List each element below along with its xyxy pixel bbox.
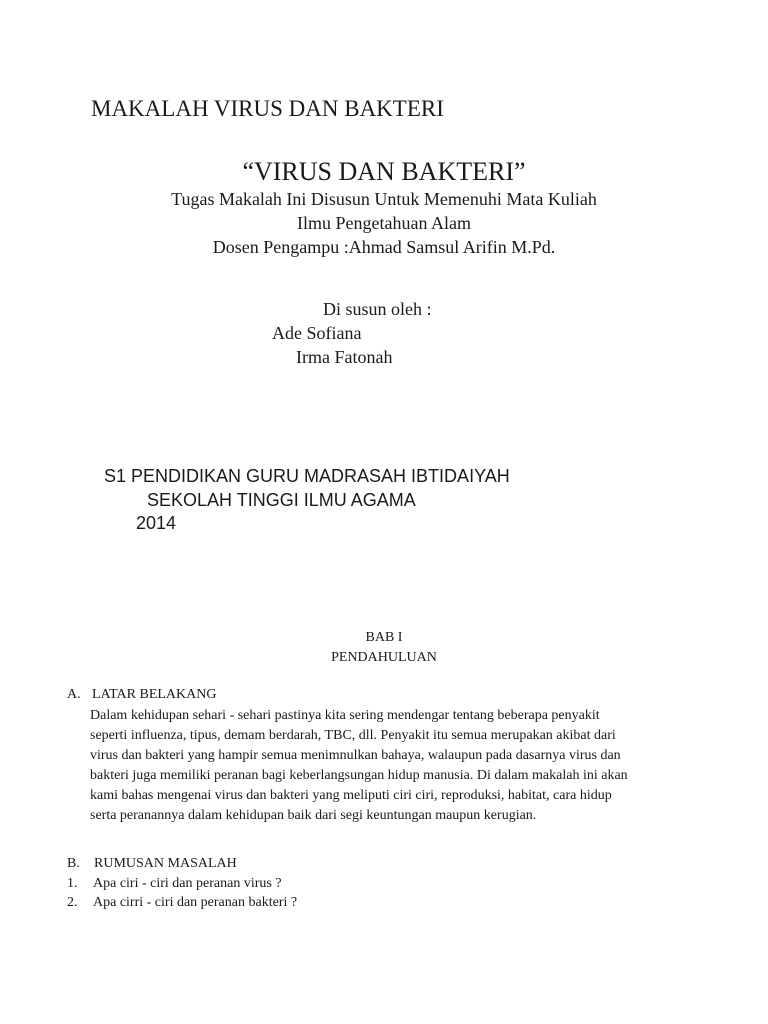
question-number: 1. [67, 876, 78, 891]
section-b-title: RUMUSAN MASALAH [94, 856, 237, 871]
authors-label: Di susun oleh : [323, 299, 432, 319]
section-a-paragraph [90, 706, 660, 826]
paragraph-line: bakteri juga memiliki peranan bagi keberlangsungan hidup manusia. Di dalam makalah ini akan [90, 768, 628, 783]
section-b-letter: B. [67, 856, 80, 871]
paragraph-line: seperti influenza, tipus, demam berdarah, TBC, dll. Penyakit itu semua merupakan akibat dari [90, 728, 616, 743]
subtitle-line-3: Dosen Pengampu :Ahmad Samsul Arifin M.Pd. [212, 237, 556, 257]
document-title: “VIRUS DAN BAKTERI” [242, 157, 526, 186]
question-text: Apa cirri - ciri dan peranan bakteri ? [93, 895, 298, 910]
question-text: Apa ciri - ciri dan peranan virus ? [93, 876, 282, 891]
institution-name: SEKOLAH TINGGI ILMU AGAMA [147, 490, 416, 510]
author-name: Irma Fatonah [296, 347, 393, 367]
section-a-title: LATAR BELAKANG [92, 687, 217, 702]
chapter-title: PENDAHULUAN [331, 650, 437, 665]
paragraph-line: virus dan bakteri yang hampir semua menimnulkan bahaya, walaupun pada dasarnya virus dan [90, 748, 621, 763]
chapter-number: BAB I [365, 630, 403, 645]
institution-year: 2014 [136, 513, 177, 533]
subtitle-line-1: Tugas Makalah Ini Disusun Untuk Memenuhi Mata Kuliah [171, 189, 597, 209]
question-number: 2. [67, 895, 78, 910]
section-a-letter: A. [67, 687, 81, 702]
institution-program: S1 PENDIDIKAN GURU MADRASAH IBTIDAIYAH [104, 466, 510, 486]
author-name: Ade Sofiana [272, 323, 362, 343]
paragraph-line: Dalam kehidupan sehari - sehari pastinya kita sering mendengar tentang beberapa penyakit [90, 708, 600, 723]
paragraph-line: serta peranannya dalam kehidupan baik dari segi keuntungan maupun kerugian. [90, 808, 537, 823]
document-header: MAKALAH VIRUS DAN BAKTERI [91, 96, 444, 121]
subtitle-line-2: Ilmu Pengetahuan Alam [297, 213, 471, 233]
paragraph-line: kami bahas mengenai virus dan bakteri yang meliputi ciri ciri, reproduksi, habitat, cara hidup [90, 788, 612, 803]
